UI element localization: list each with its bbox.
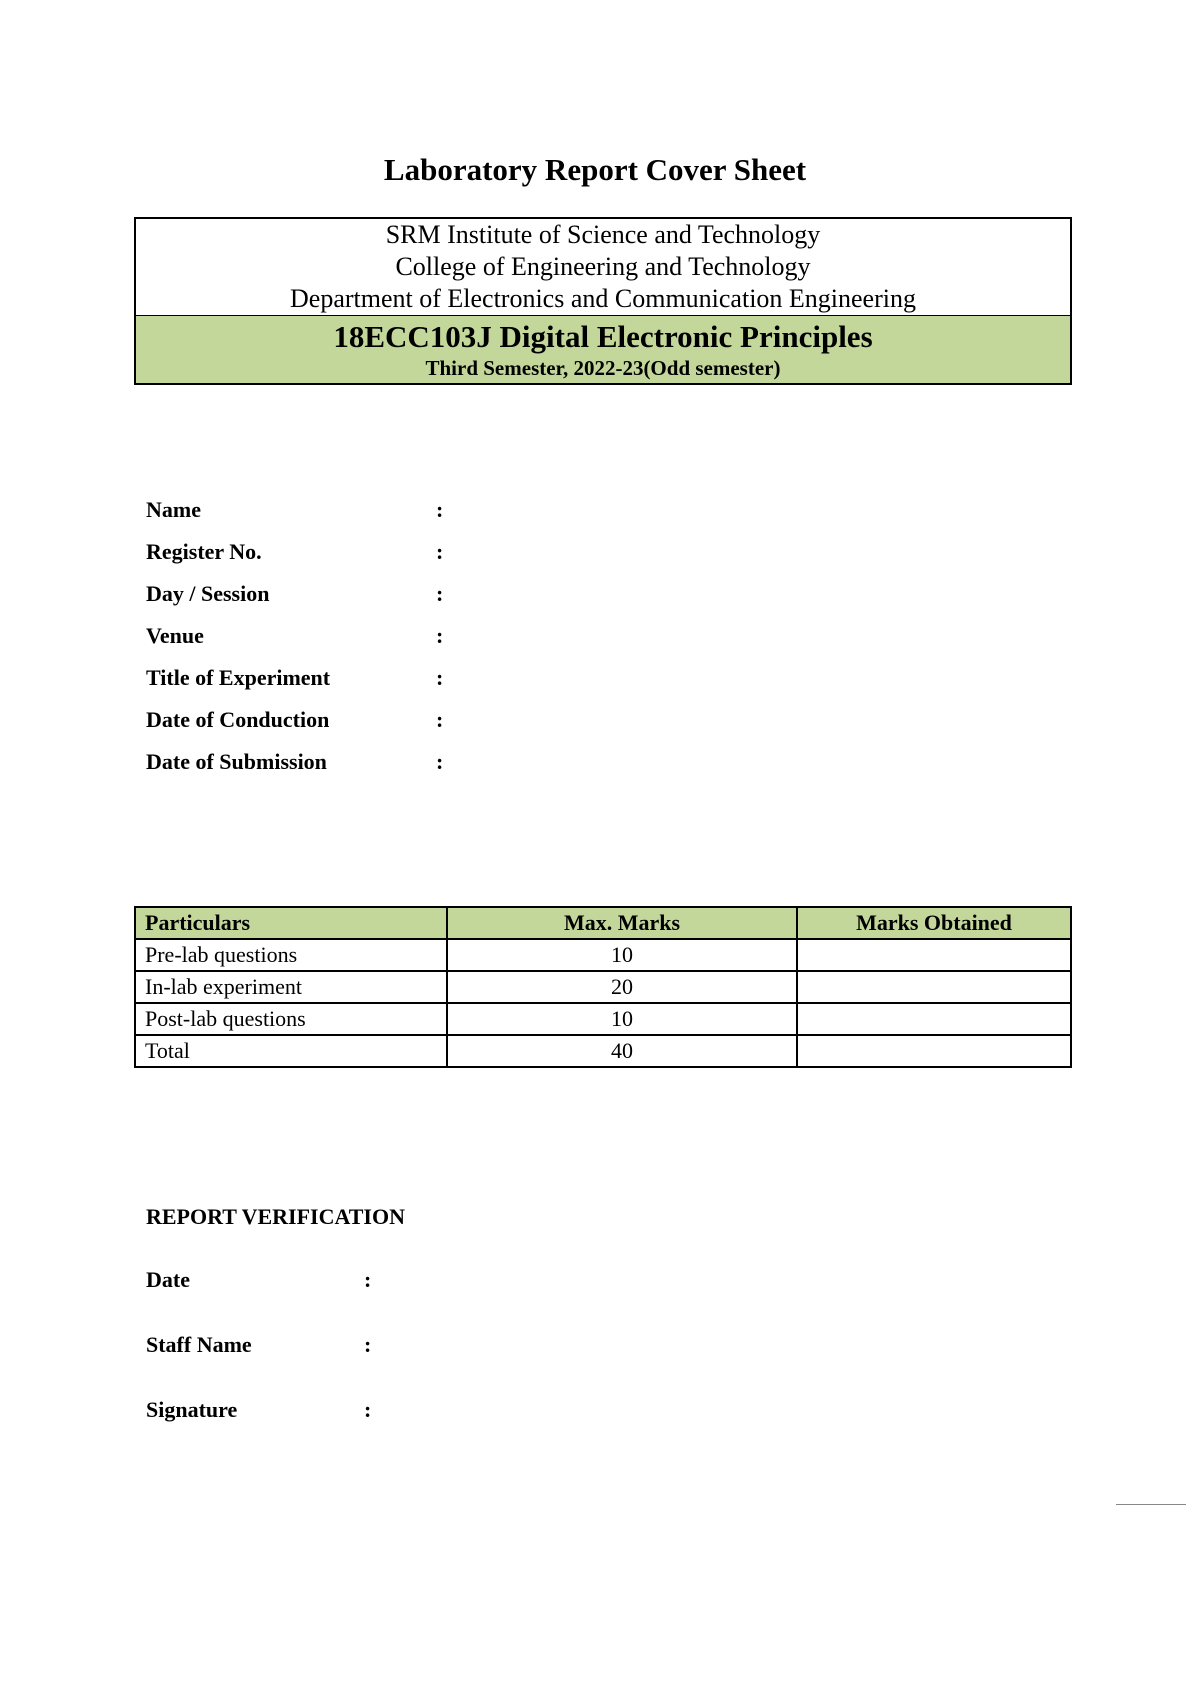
header-particulars: Particulars: [135, 907, 447, 939]
field-colon: :: [436, 665, 444, 690]
cell-particular: Pre-lab questions: [135, 939, 447, 971]
header-max-marks: Max. Marks: [447, 907, 797, 939]
cell-max-marks: 10: [447, 939, 797, 971]
cell-marks-obtained: [797, 1035, 1071, 1067]
field-label: Venue: [146, 623, 204, 648]
institution-name: SRM Institute of Science and Technology: [385, 220, 821, 249]
cell-max-marks: 20: [447, 971, 797, 1003]
cell-max-marks: 40: [447, 1035, 797, 1067]
field-colon: :: [364, 1332, 372, 1357]
cell-max-marks: 10: [447, 1003, 797, 1035]
field-label: Title of Experiment: [146, 665, 331, 690]
field-colon: :: [436, 581, 444, 606]
course-banner: [134, 316, 1072, 385]
cell-particular: In-lab experiment: [135, 971, 447, 1003]
field-label: Date of Conduction: [146, 707, 330, 732]
field-label: Register No.: [146, 539, 262, 564]
table-header-row: [135, 907, 1071, 939]
footer-divider: [1116, 1504, 1186, 1505]
field-label: Staff Name: [146, 1332, 252, 1357]
field-label: Day / Session: [146, 581, 270, 606]
field-colon: :: [436, 623, 444, 648]
field-colon: :: [436, 707, 444, 732]
course-code-title: 18ECC103J Digital Electronic Principles: [333, 319, 873, 354]
cell-particular: Total: [135, 1035, 447, 1067]
cell-particular: Post-lab questions: [135, 1003, 447, 1035]
marks-table: [134, 906, 1072, 1068]
field-label: Signature: [146, 1397, 238, 1422]
table-row: [135, 939, 1071, 971]
college-name: College of Engineering and Technology: [395, 252, 811, 281]
field-label: Name: [146, 497, 201, 522]
table-row: [135, 971, 1071, 1003]
table-row: [135, 1003, 1071, 1035]
field-label: Date: [146, 1267, 190, 1292]
field-label: Date of Submission: [146, 749, 327, 774]
field-colon: :: [364, 1397, 372, 1422]
verification-heading: REPORT VERIFICATION: [146, 1204, 405, 1229]
field-colon: :: [436, 497, 444, 522]
course-semester: Third Semester, 2022-23(Odd semester): [425, 356, 781, 380]
department-name: Department of Electronics and Communication Engineering: [290, 284, 916, 313]
cell-marks-obtained: [797, 971, 1071, 1003]
cell-marks-obtained: [797, 939, 1071, 971]
cell-marks-obtained: [797, 1003, 1071, 1035]
institution-box: [134, 217, 1072, 317]
table-row-total: [135, 1035, 1071, 1067]
page-title: Laboratory Report Cover Sheet: [383, 152, 807, 187]
field-colon: :: [436, 539, 444, 564]
header-marks-obtained: Marks Obtained: [797, 907, 1071, 939]
field-colon: :: [436, 749, 444, 774]
field-colon: :: [364, 1267, 372, 1292]
